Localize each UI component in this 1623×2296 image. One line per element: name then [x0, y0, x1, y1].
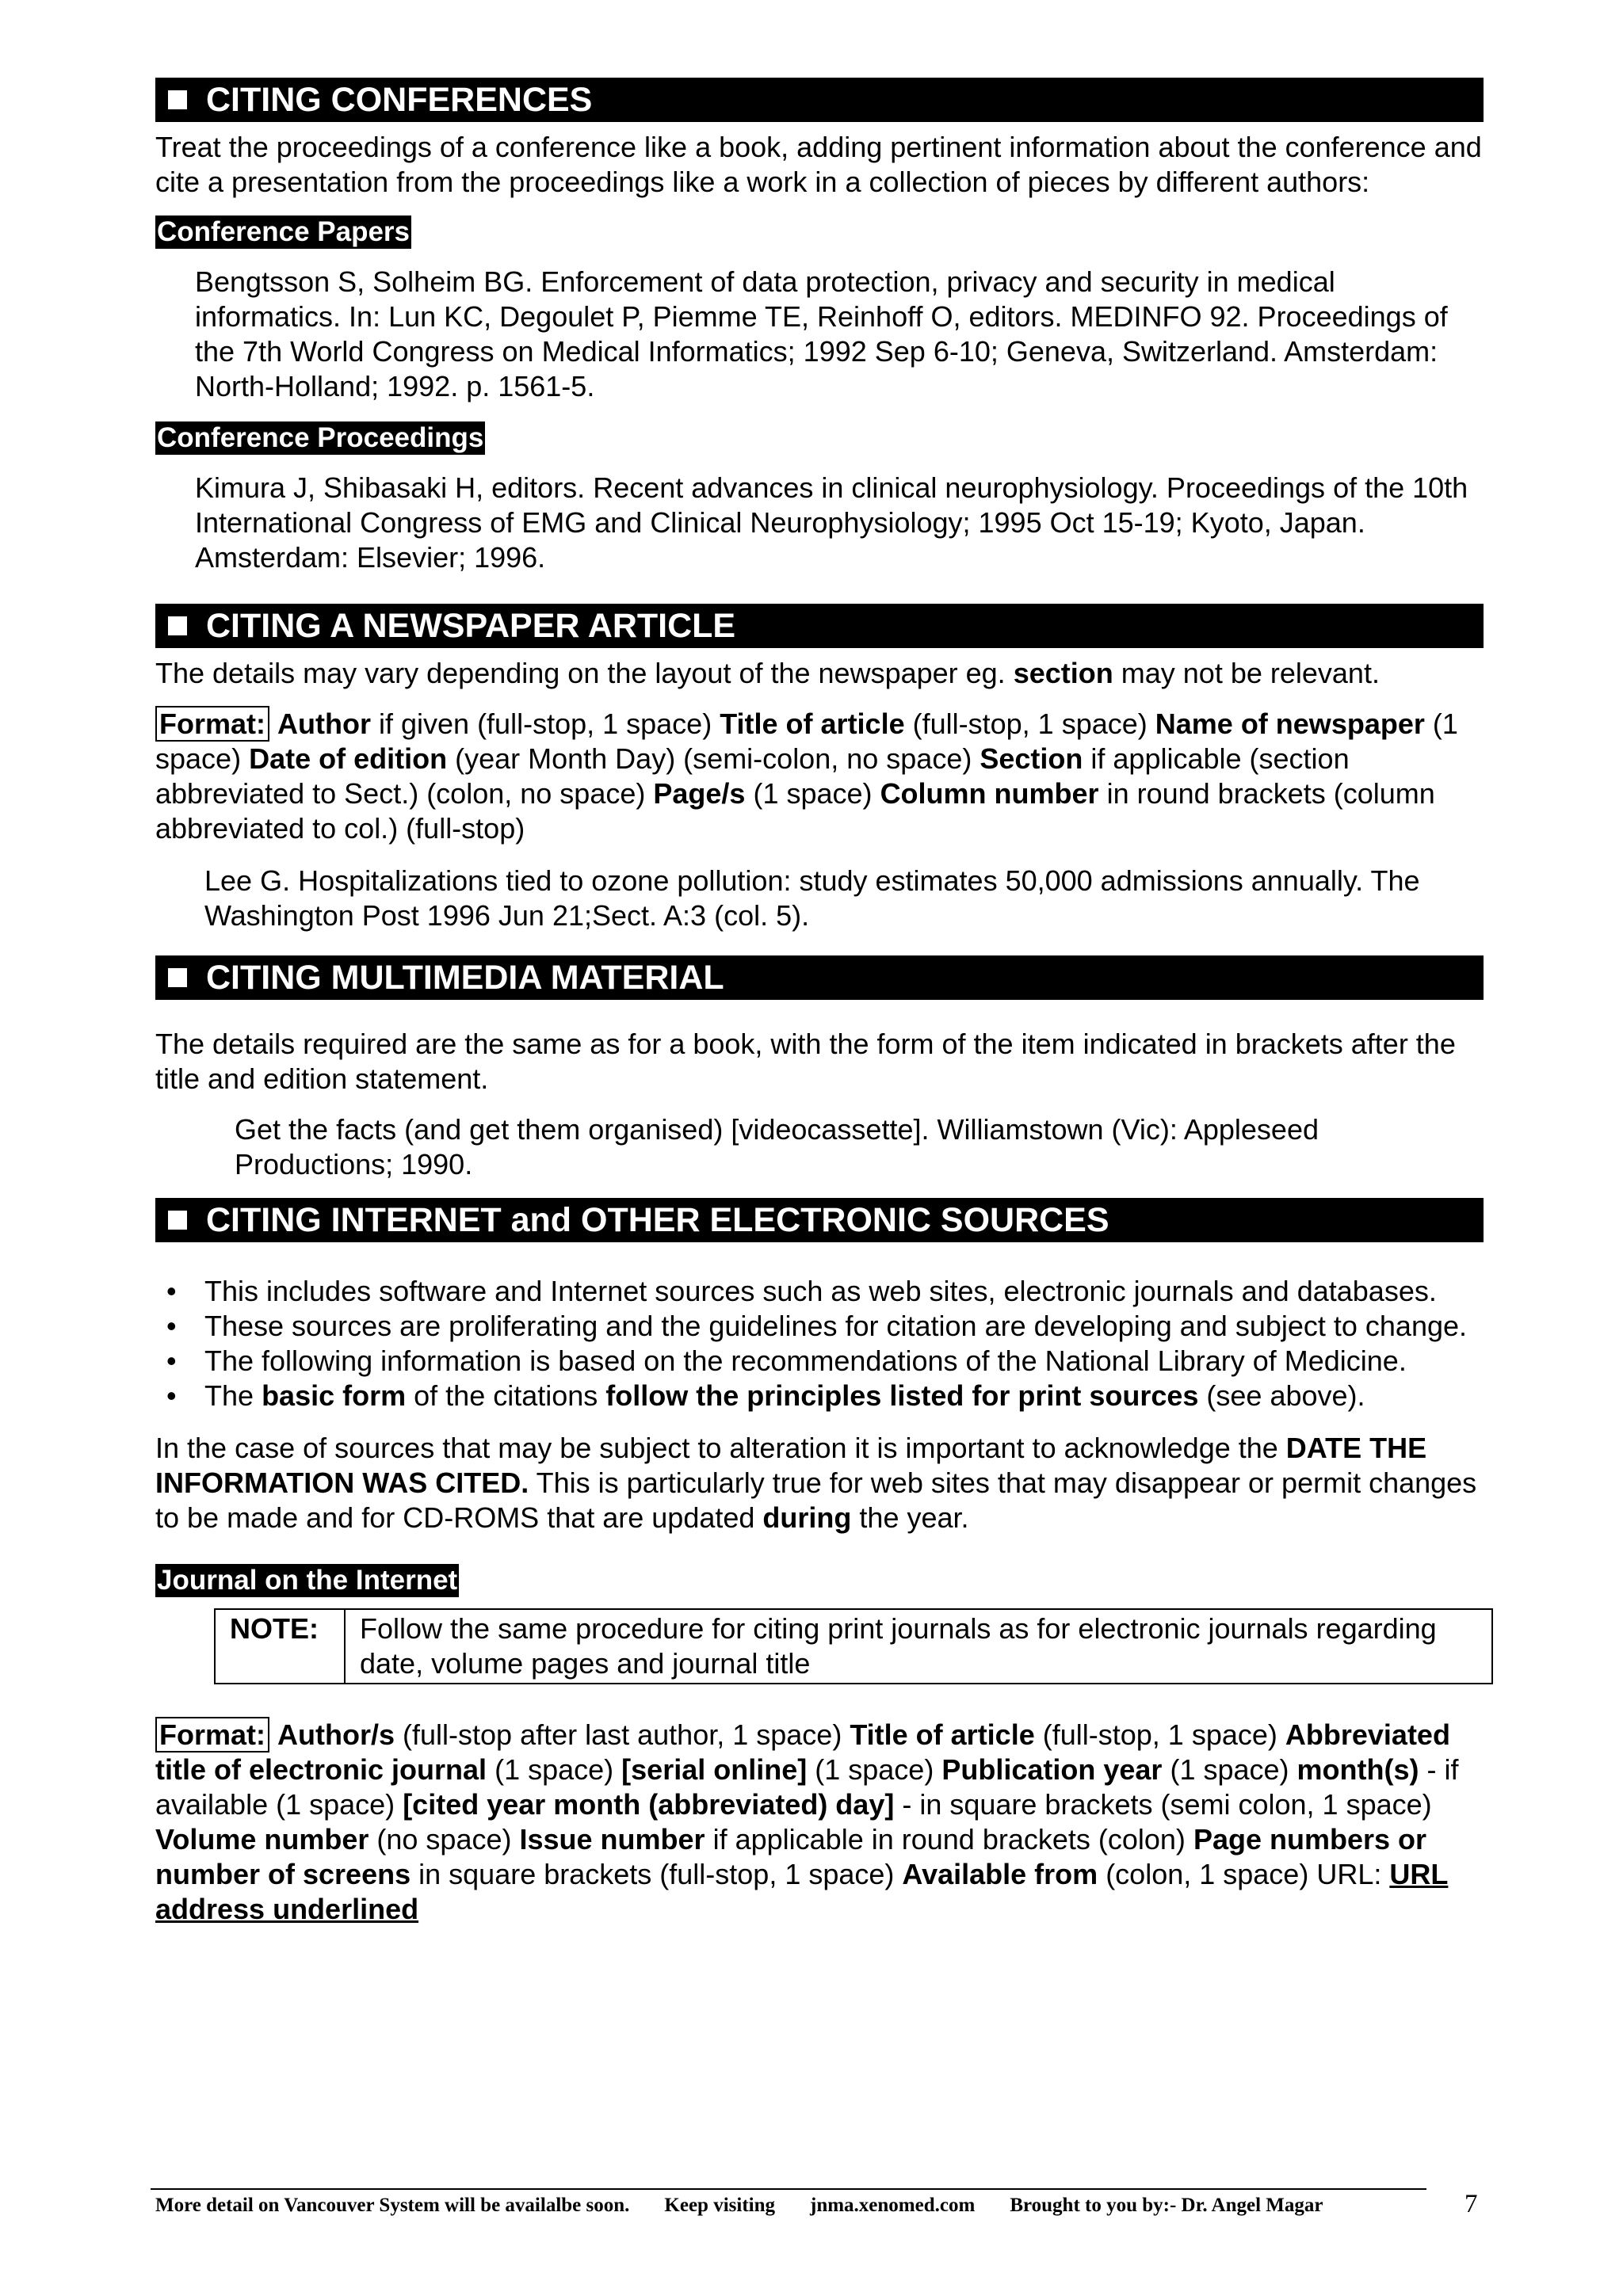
format-term: Publication year [941, 1753, 1163, 1786]
bullet-icon: • [166, 1344, 177, 1377]
text-run-bold: section [1013, 657, 1113, 689]
format-term: Title of article [850, 1718, 1035, 1751]
internet-format [155, 1718, 1484, 1927]
format-term: Issue number [519, 1823, 705, 1855]
format-note: (full-stop, 1 space) [1042, 1718, 1277, 1751]
footer-site: jnma.xenomed.com [810, 2195, 976, 2216]
footer-credit: Brought to you by:- Dr. Angel Magar [1010, 2195, 1323, 2216]
square-bullet-icon [168, 1211, 187, 1230]
format-note: in round brackets (column abbreviated to col.) (full-stop) [155, 777, 1435, 845]
format-label: Format: [155, 1717, 269, 1753]
text-run-bold: basic form [262, 1379, 407, 1412]
subheading-conference-proceedings: Conference Proceedings [157, 422, 484, 453]
format-label: Format: [155, 706, 269, 742]
format-note: (1 space) [155, 707, 1458, 775]
footer [155, 2195, 1487, 2217]
format-term: Column number [880, 777, 1099, 810]
list-item [155, 1344, 1484, 1379]
format-note: if applicable in round brackets (colon) [712, 1823, 1186, 1855]
subheading-journal-on-internet: Journal on the Internet [157, 1565, 458, 1596]
format-term: Abbreviated title of electronic journal [155, 1718, 1450, 1786]
section-title: CITING A NEWSPAPER ARTICLE [206, 607, 736, 645]
text-run-bold: follow the principles listed for print sources [605, 1379, 1199, 1412]
format-note: - in square brackets (semi colon, 1 space) [902, 1788, 1432, 1821]
format-term: Section [980, 742, 1083, 775]
format-note: (full-stop, 1 space) [912, 707, 1148, 740]
text-run: In the case of sources that may be subject to alteration it is important to acknowledge the [155, 1432, 1278, 1464]
format-term: month(s) [1296, 1753, 1419, 1786]
internet-alteration-paragraph [155, 1431, 1484, 1535]
url-underlined-term: URL address underlined [155, 1858, 1449, 1925]
format-term: [serial online] [621, 1753, 808, 1786]
format-term: Author [277, 707, 371, 740]
footer-note: More detail on Vancouver System will be availalbe soon. [155, 2195, 630, 2216]
note-box [214, 1608, 1493, 1684]
section-title: CITING INTERNET and OTHER ELECTRONIC SOURCES [206, 1201, 1109, 1239]
format-note: (colon, 1 space) URL: [1106, 1858, 1382, 1890]
format-note: (1 space) [495, 1753, 614, 1786]
multimedia-example: Get the facts (and get them organised) [videocassette]. Williamstown (Vic): Appleseed Productions; 1990. [235, 1113, 1319, 1180]
bullet-icon: • [166, 1379, 177, 1412]
footer-rule [151, 2188, 1426, 2190]
bullet-icon: • [166, 1275, 177, 1307]
format-note: if given (full-stop, 1 space) [379, 707, 712, 740]
text-run: may not be relevant. [1121, 657, 1380, 689]
document-page [155, 78, 1484, 1927]
format-note: (year Month Day) (semi-colon, no space) [455, 742, 972, 775]
list-item-text: The following information is based on the recommendations of the National Library of Medicine. [204, 1344, 1407, 1377]
format-note: (1 space) [1170, 1753, 1289, 1786]
format-term: Page numbers or number of screens [155, 1823, 1427, 1890]
format-term: Page/s [653, 777, 746, 810]
format-note: if applicable (section abbreviated to Sect.) (colon, no space) [155, 742, 1350, 810]
section-heading-multimedia [155, 955, 1484, 1000]
format-note: - if available (1 space) [155, 1753, 1459, 1821]
format-note: (full-stop after last author, 1 space) [403, 1718, 842, 1751]
note-text: Follow the same procedure for citing print journals as for electronic journals regarding date, volume pages and journal title [360, 1612, 1437, 1680]
multimedia-intro: The details required are the same as for a book, with the form of the item indicated in brackets after the title and edition statement. [155, 1028, 1456, 1095]
internet-bullet-list [155, 1274, 1484, 1413]
list-item [155, 1379, 1484, 1413]
square-bullet-icon [168, 90, 187, 109]
section-title: CITING CONFERENCES [206, 81, 593, 119]
note-label: NOTE: [216, 1610, 346, 1683]
text-run: This is particularly true for web sites that may disappear or permit changes to be made and for CD-ROMS that are updated [155, 1466, 1477, 1534]
square-bullet-icon [168, 968, 187, 987]
text-run: The details may vary depending on the layout of the newspaper eg. [155, 657, 1006, 689]
text-run: of the citations [414, 1379, 598, 1412]
format-note: (no space) [376, 1823, 512, 1855]
format-note: (1 space) [753, 777, 873, 810]
text-run: the year. [859, 1501, 969, 1534]
list-item [155, 1274, 1484, 1309]
newspaper-format [155, 707, 1484, 846]
text-run-bold: during [762, 1501, 852, 1534]
format-term: Volume number [155, 1823, 369, 1855]
format-note: in square brackets (full-stop, 1 space) [418, 1858, 895, 1890]
conferences-intro: Treat the proceedings of a conference like a book, adding pertinent information about the conference and cite a presentation from the proceedings like a work in a collection of pieces by different authors: [155, 131, 1482, 198]
text-run-bold: DATE THE INFORMATION WAS CITED. [155, 1432, 1427, 1499]
text-run: The [204, 1379, 254, 1412]
square-bullet-icon [168, 616, 187, 635]
conference-proceedings-reference: Kimura J, Shibasaki H, editors. Recent advances in clinical neurophysiology. Proceedings of the 10th International Congress of EMG and Clinical Neurophysiology; 1995 Oct 15-19; Kyoto, Japan. Amsterdam: Elsevier; 1996. [195, 471, 1468, 574]
format-term: Date of edition [249, 742, 448, 775]
text-run: (see above). [1206, 1379, 1365, 1412]
bullet-icon: • [166, 1310, 177, 1342]
format-term: Author/s [277, 1718, 395, 1751]
newspaper-intro [155, 656, 1484, 691]
section-heading-newspaper [155, 604, 1484, 648]
newspaper-example: Lee G. Hospitalizations tied to ozone pollution: study estimates 50,000 admissions annually. The Washington Post 1996 Jun 21;Sect. A:3 (col. 5). [204, 864, 1420, 932]
list-item [155, 1309, 1484, 1344]
conference-paper-reference: Bengtsson S, Solheim BG. Enforcement of data protection, privacy and security in medical informatics. In: Lun KC, Degoulet P, Piemme TE, Reinhoff O, editors. MEDINFO 92. Proceedings of the 7th World Congress on Medical Informatics; 1992 Sep 6-10; Geneva, Switzerland. Amsterdam: North-Holland; 1992. p. 1561-5. [195, 265, 1448, 402]
subheading-conference-papers: Conference Papers [157, 216, 411, 247]
section-heading-internet [155, 1198, 1484, 1242]
section-heading-conferences [155, 78, 1484, 122]
footer-visit: Keep visiting [664, 2195, 775, 2216]
format-term: Title of article [720, 707, 905, 740]
format-term: Name of newspaper [1155, 707, 1425, 740]
list-item-text: These sources are proliferating and the guidelines for citation are developing and subject to change. [204, 1310, 1468, 1342]
page-number: 7 [1465, 2190, 1478, 2218]
format-term: [cited year month (abbreviated) day] [403, 1788, 895, 1821]
list-item-text: This includes software and Internet sources such as web sites, electronic journals and databases. [204, 1275, 1437, 1307]
format-term: Available from [902, 1858, 1098, 1890]
section-title: CITING MULTIMEDIA MATERIAL [206, 959, 724, 997]
format-note: (1 space) [815, 1753, 934, 1786]
